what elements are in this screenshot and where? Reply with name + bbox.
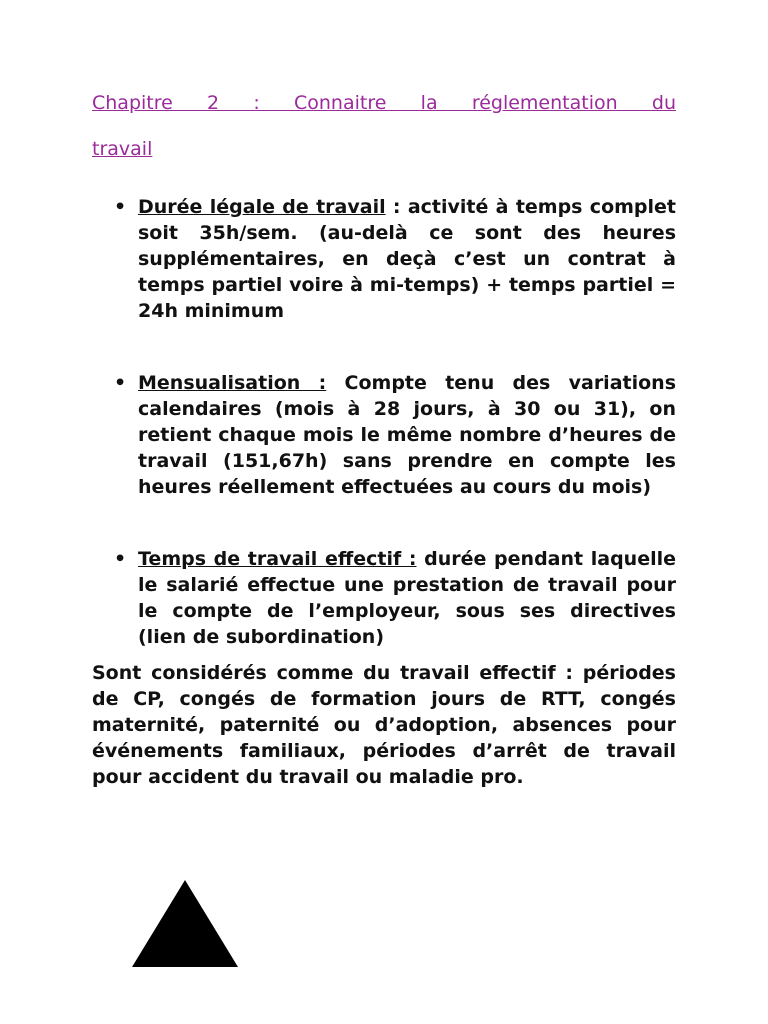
bullet-term: Durée légale de travail [138, 196, 386, 218]
bullet-item-temps-effectif [92, 546, 676, 650]
bullet-text: Compte tenu des variations calendaires (mois à 28 jours, à 30 ou 31), on retient chaque mois le même nombre d’heures de travail (151,67h) sans prendre en compte les heures réellement effectuées au cours du mois) [138, 372, 677, 498]
document-page [92, 80, 676, 790]
bullet-item-mensualisation [92, 370, 676, 500]
bullet-marker: • [114, 548, 127, 570]
body-paragraph: Sont considérés comme du travail effectif : périodes de CP, congés de formation jours de RTT, congés maternité, paternité ou d’adoption, absences pour événements familiaux, périodes d’arrêt de travail pour accident du travail ou maladie pro. [92, 662, 676, 788]
bullet-item-duree-legale [92, 194, 676, 324]
bullet-separator [326, 372, 344, 394]
bullet-marker: • [114, 372, 127, 394]
bullet-marker: • [114, 196, 127, 218]
bullet-term: Mensualisation : [138, 372, 327, 394]
bullet-text: durée pendant laquelle le salarié effectue une prestation de travail pour le compte de l’employeur, sous ses directives (lien de subordination) [138, 548, 676, 648]
bullet-separator [416, 548, 424, 570]
chapter-title-continuation: travail [92, 138, 153, 160]
bullet-text: activité à temps complet soit 35h/sem. (au-delà ce sont des heures supplémentaires, en deçà c’est un contrat à temps partiel voire à mi-temps) + temps partiel = 24h minimum [138, 196, 677, 322]
chapter-title: Chapitre 2 : Connaitre la réglementation du [92, 92, 676, 114]
bullet-term: Temps de travail effectif : [138, 548, 417, 570]
bullet-separator: : [385, 196, 408, 218]
triangle-shape [132, 880, 238, 967]
